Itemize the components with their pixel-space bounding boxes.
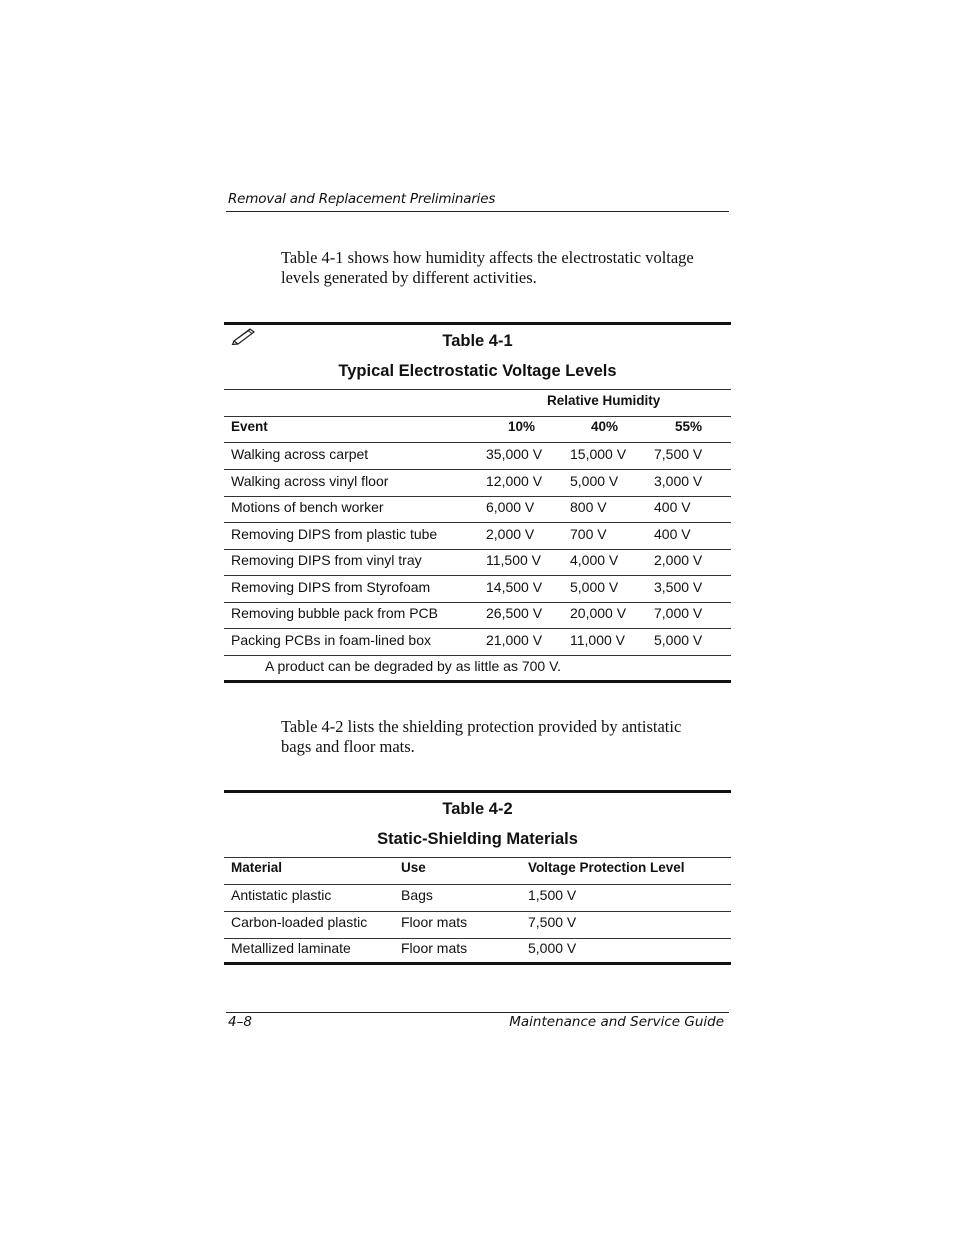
voltage-cell: 3,000 V [654,472,703,489]
column-header-voltage-protection-level: Voltage Protection Level [528,860,685,875]
voltage-cell: 5,000 V [570,578,619,595]
paragraph-line: levels generated by different activities. [281,267,537,287]
voltage-cell: 6,000 V [486,499,535,515]
relative-humidity-header: Relative Humidity [547,393,661,408]
event-cell: Motions of bench worker [231,499,384,515]
table-rule [224,442,731,443]
voltage-cell: 7,000 V [654,605,703,621]
guide-title: Maintenance and Service Guide [509,1014,724,1030]
voltage-cell: 800 V [570,499,607,515]
event-cell: Removing bubble pack from PCB [231,605,438,621]
column-header-40: 40% [591,419,619,434]
event-cell: Removing DIPS from Styrofoam [231,578,431,595]
footer-rule [226,1012,729,1013]
table-rule [224,416,731,417]
protection-level-cell: 1,500 V [528,887,577,903]
voltage-cell: 3,500 V [654,578,703,595]
column-header-material: Material [231,860,283,875]
table-caption: Static-Shielding Materials [377,830,578,848]
table-number: Table 4-2 [442,800,513,818]
paragraph-line: Table 4-2 lists the shielding protection provided by antistatic [281,717,682,736]
voltage-cell: 14,500 V [486,578,543,595]
table-row-rule [224,575,731,576]
voltage-cell: 7,500 V [654,446,703,462]
material-cell: Antistatic plastic [231,887,332,903]
event-cell: Removing DIPS from plastic tube [231,525,438,542]
table-top-rule [224,322,731,325]
voltage-cell: 700 V [570,525,607,542]
table-row-rule [224,549,731,550]
voltage-cell: 35,000 V [486,446,543,462]
table-caption: Typical Electrostatic Voltage Levels [338,362,617,380]
material-cell: Carbon-loaded plastic [231,913,368,930]
voltage-cell: 5,000 V [654,631,703,648]
table-row-rule [224,469,731,470]
table-bottom-rule [224,962,731,965]
table-rule [224,884,731,885]
voltage-cell: 15,000 V [570,446,627,462]
voltage-cell: 5,000 V [570,472,619,489]
material-cell: Metallized laminate [231,940,351,956]
use-cell: Floor mats [401,940,468,956]
table-row-rule [224,628,731,629]
event-cell: Packing PCBs in foam-lined box [231,631,431,648]
voltage-cell: 11,000 V [570,631,626,648]
table-row-rule [224,496,731,497]
event-cell: Walking across vinyl floor [231,472,389,489]
voltage-cell: 400 V [654,525,691,542]
voltage-cell: 12,000 V [486,472,543,489]
page-number: 4–8 [228,1014,252,1030]
table-row-rule [224,602,731,603]
header-rule [226,211,729,212]
voltage-cell: 20,000 V [570,605,627,621]
column-header-55: 55% [675,419,703,434]
voltage-cell: 2,000 V [654,552,703,568]
table-bottom-rule [224,680,731,683]
protection-level-cell: 7,500 V [528,913,577,930]
table-number: Table 4-1 [442,332,513,350]
table-row-rule [224,911,731,912]
table-rule [224,389,731,390]
table-note: A product can be degraded by as little as 700 V. [265,658,562,674]
intro-paragraph-2 [281,717,721,756]
column-header-event: Event [231,419,268,434]
intro-paragraph-1 [281,248,721,287]
voltage-cell: 4,000 V [570,552,619,568]
voltage-cell: 2,000 V [486,525,535,542]
column-header-use: Use [401,860,426,875]
voltage-cell: 11,500 V [486,552,542,568]
voltage-cell: 21,000 V [486,631,543,648]
pencil-note-icon [231,325,257,350]
table-row-rule [224,522,731,523]
paragraph-line: bags and floor mats. [281,736,415,756]
use-cell: Bags [401,887,433,903]
paragraph-line: Table 4-1 shows how humidity affects the electrostatic voltage [281,248,694,267]
table-4-2 [224,790,731,968]
table-row-rule [224,938,731,939]
column-header-10: 10% [508,419,536,434]
table-4-1 [224,322,731,684]
table-row-rule [224,655,731,656]
event-cell: Removing DIPS from vinyl tray [231,552,422,568]
protection-level-cell: 5,000 V [528,940,577,956]
voltage-cell: 26,500 V [486,605,543,621]
voltage-cell: 400 V [654,499,691,515]
use-cell: Floor mats [401,913,468,930]
running-header: Removal and Replacement Preliminaries [228,191,496,207]
table-rule [224,857,731,858]
table-top-rule [224,790,731,793]
event-cell: Walking across carpet [231,446,369,462]
